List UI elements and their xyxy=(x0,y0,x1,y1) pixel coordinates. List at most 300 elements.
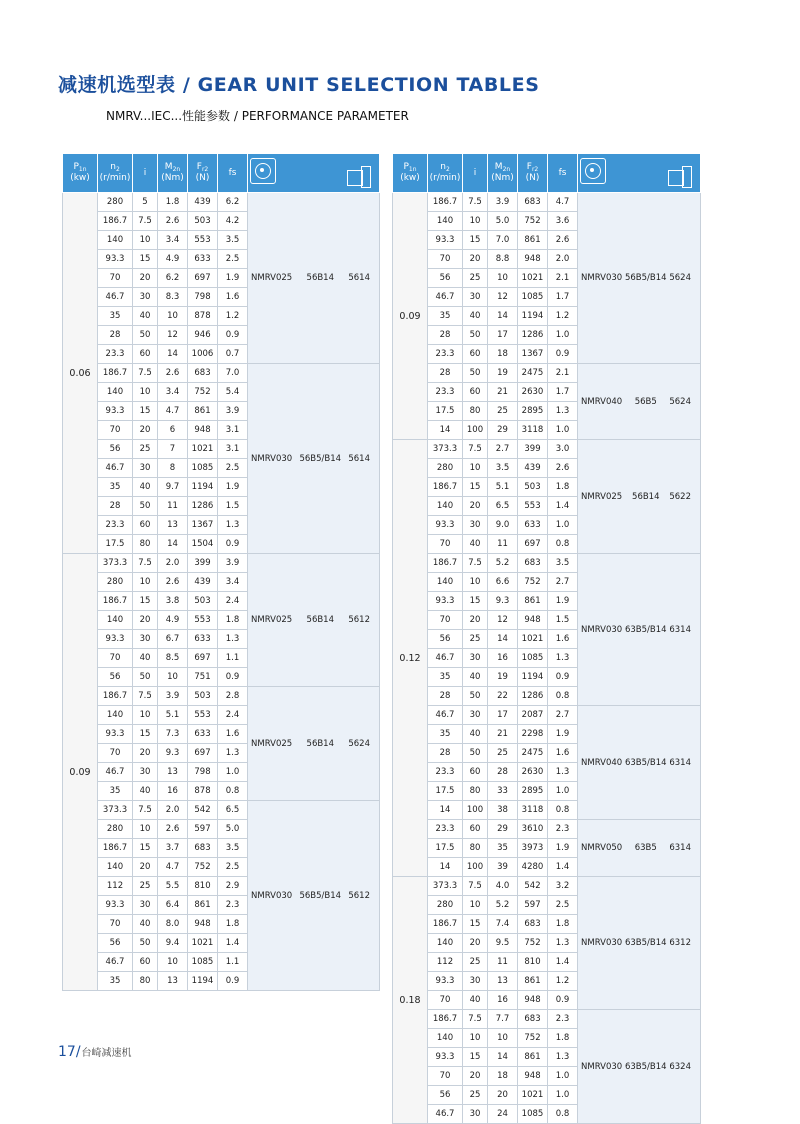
table-cell: 20 xyxy=(463,934,488,953)
table-cell: 553 xyxy=(188,231,218,250)
selection-table-right xyxy=(392,153,701,1124)
table-cell: 1085 xyxy=(188,459,218,478)
table-cell: 25 xyxy=(463,269,488,288)
table-cell: 1.8 xyxy=(548,1029,578,1048)
table-cell: 1021 xyxy=(518,630,548,649)
table-cell: 948 xyxy=(188,421,218,440)
table-cell: 19 xyxy=(488,364,518,383)
table-cell: 697 xyxy=(188,744,218,763)
table-cell: 10 xyxy=(463,212,488,231)
table-cell: 3.1 xyxy=(218,421,248,440)
table-cell: 7.5 xyxy=(133,212,158,231)
table-cell: 3.9 xyxy=(158,687,188,706)
table-cell: 6.5 xyxy=(218,801,248,820)
page-footer xyxy=(58,1044,132,1060)
table-cell: 80 xyxy=(463,839,488,858)
table-cell: 1.3 xyxy=(548,934,578,953)
table-cell: 100 xyxy=(463,421,488,440)
table-cell: 280 xyxy=(428,459,463,478)
table-cell: 633 xyxy=(518,516,548,535)
motor-code: 6312 xyxy=(669,938,691,948)
table-cell: 6 xyxy=(158,421,188,440)
table-cell: 3.9 xyxy=(218,554,248,573)
table-cell: 0.7 xyxy=(218,345,248,364)
table-cell: 1194 xyxy=(518,307,548,326)
table-cell: 1.3 xyxy=(548,649,578,668)
table-cell: 11 xyxy=(488,535,518,554)
table-cell: 20 xyxy=(133,611,158,630)
table-cell: 280 xyxy=(98,193,133,212)
table-cell: 13 xyxy=(158,763,188,782)
table-cell: 140 xyxy=(98,383,133,402)
header-torque: $M_{2n}$ (Nm) xyxy=(158,154,188,193)
table-cell: 80 xyxy=(133,972,158,991)
motor-code: 5614 xyxy=(348,273,370,283)
table-cell: 56 xyxy=(428,1086,463,1105)
dimension-icon xyxy=(343,164,373,188)
motor-code: 5624 xyxy=(669,273,691,283)
table-cell: 140 xyxy=(98,611,133,630)
table-cell: 23.3 xyxy=(428,763,463,782)
table-cell: 20 xyxy=(133,269,158,288)
table-cell: 1085 xyxy=(518,1105,548,1124)
table-cell: 8.3 xyxy=(158,288,188,307)
table-cell: 0.8 xyxy=(548,535,578,554)
table-cell: 683 xyxy=(188,839,218,858)
table-cell: 1194 xyxy=(188,478,218,497)
table-cell: 0.8 xyxy=(218,782,248,801)
table-cell: 683 xyxy=(518,1010,548,1029)
gearbox-icon xyxy=(250,158,276,184)
table-cell: 1.4 xyxy=(548,858,578,877)
table-cell: 140 xyxy=(98,858,133,877)
table-cell: 1.4 xyxy=(548,953,578,972)
table-cell: 10 xyxy=(463,459,488,478)
table-cell: 2.6 xyxy=(158,364,188,383)
table-cell: 20 xyxy=(463,250,488,269)
table-cell: 10 xyxy=(133,231,158,250)
table-cell: 14 xyxy=(158,345,188,364)
table-cell: 40 xyxy=(463,991,488,1010)
table-cell: 50 xyxy=(133,934,158,953)
table-cell: 373.3 xyxy=(98,554,133,573)
table-cell: 60 xyxy=(133,516,158,535)
header-service-factor: fs xyxy=(548,154,578,193)
header-power: $P_{1n}$ (kw) xyxy=(63,154,98,193)
table-cell: 35 xyxy=(488,839,518,858)
table-cell: 15 xyxy=(133,725,158,744)
table-cell: 503 xyxy=(188,592,218,611)
table-cell: 752 xyxy=(518,212,548,231)
table-cell: 2.0 xyxy=(548,250,578,269)
table-row xyxy=(393,1010,701,1029)
table-cell: 40 xyxy=(133,307,158,326)
table-cell: 2.0 xyxy=(158,554,188,573)
table-cell: 50 xyxy=(133,326,158,345)
table-cell: 2.1 xyxy=(548,364,578,383)
table-cell: 12 xyxy=(488,288,518,307)
model-cell xyxy=(248,193,380,364)
model-name: NMRV050 xyxy=(581,843,623,853)
table-cell: 186.7 xyxy=(98,592,133,611)
table-cell: 25 xyxy=(463,953,488,972)
table-cell: 30 xyxy=(463,516,488,535)
table-cell: 1194 xyxy=(518,668,548,687)
table-cell: 17.5 xyxy=(98,535,133,554)
table-cell: 7.5 xyxy=(133,801,158,820)
table-row xyxy=(63,687,380,706)
table-cell: 30 xyxy=(463,1105,488,1124)
table-cell: 93.3 xyxy=(428,516,463,535)
flange-type: 56B14 xyxy=(306,738,334,749)
table-cell: 752 xyxy=(518,1029,548,1048)
table-cell: 12 xyxy=(488,611,518,630)
table-cell: 15 xyxy=(133,250,158,269)
table-cell: 25 xyxy=(463,1086,488,1105)
table-row xyxy=(393,193,701,212)
table-cell: 5.2 xyxy=(488,896,518,915)
table-cell: 30 xyxy=(463,972,488,991)
table-cell: 50 xyxy=(463,326,488,345)
table-cell: 10 xyxy=(158,668,188,687)
power-cell: 0.06 xyxy=(63,193,98,554)
table-cell: 3118 xyxy=(518,421,548,440)
table-cell: 28 xyxy=(488,763,518,782)
table-header xyxy=(63,154,380,193)
table-cell: 3.4 xyxy=(218,573,248,592)
table-cell: 7 xyxy=(158,440,188,459)
table-cell: 140 xyxy=(428,212,463,231)
table-cell: 1085 xyxy=(518,288,548,307)
table-cell: 5.1 xyxy=(488,478,518,497)
table-cell: 12 xyxy=(158,326,188,345)
table-cell: 35 xyxy=(98,972,133,991)
table-cell: 40 xyxy=(133,478,158,497)
flange-type: 56B5/B14 xyxy=(624,273,667,283)
model-cell xyxy=(578,1010,701,1124)
table-cell: 22 xyxy=(488,687,518,706)
table-cell: 28 xyxy=(428,687,463,706)
table-cell: 56 xyxy=(428,630,463,649)
table-cell: 798 xyxy=(188,763,218,782)
table-cell: 597 xyxy=(518,896,548,915)
table-cell: 861 xyxy=(518,1048,548,1067)
table-cell: 60 xyxy=(463,820,488,839)
table-cell: 28 xyxy=(428,744,463,763)
table-cell: 4.7 xyxy=(158,402,188,421)
table-cell: 38 xyxy=(488,801,518,820)
table-cell: 15 xyxy=(133,402,158,421)
header-power: $P_{1n}$ (kw) xyxy=(393,154,428,193)
table-cell: 35 xyxy=(428,668,463,687)
table-cell: 10 xyxy=(133,820,158,839)
table-cell: 9.7 xyxy=(158,478,188,497)
table-row xyxy=(393,877,701,896)
motor-code: 5612 xyxy=(348,890,370,901)
table-cell: 2.3 xyxy=(548,1010,578,1029)
table-cell: 30 xyxy=(463,649,488,668)
table-cell: 2.7 xyxy=(548,573,578,592)
table-cell: 399 xyxy=(518,440,548,459)
motor-code: 5622 xyxy=(669,491,691,502)
table-cell: 70 xyxy=(428,535,463,554)
model-cell xyxy=(248,364,380,554)
table-cell: 4.9 xyxy=(158,250,188,269)
table-cell: 60 xyxy=(133,345,158,364)
table-cell: 70 xyxy=(428,991,463,1010)
model-name: NMRV025 xyxy=(251,273,293,283)
table-row xyxy=(393,706,701,725)
table-cell: 10 xyxy=(158,953,188,972)
table-cell: 2.4 xyxy=(218,706,248,725)
table-cell: 100 xyxy=(463,801,488,820)
power-cell: 0.09 xyxy=(393,193,428,440)
table-cell: 3.4 xyxy=(158,231,188,250)
table-cell: 35 xyxy=(428,307,463,326)
table-cell: 2087 xyxy=(518,706,548,725)
table-cell: 93.3 xyxy=(428,231,463,250)
table-cell: 56 xyxy=(98,668,133,687)
header-ratio: i xyxy=(133,154,158,193)
table-cell: 3.5 xyxy=(218,231,248,250)
table-cell: 93.3 xyxy=(98,896,133,915)
table-cell: 25 xyxy=(463,630,488,649)
model-name: NMRV025 xyxy=(251,738,293,749)
table-cell: 35 xyxy=(428,725,463,744)
table-cell: 0.8 xyxy=(548,687,578,706)
table-cell: 1085 xyxy=(518,649,548,668)
table-cell: 6.2 xyxy=(218,193,248,212)
table-cell: 1085 xyxy=(188,953,218,972)
table-cell: 5.1 xyxy=(158,706,188,725)
table-cell: 17.5 xyxy=(428,782,463,801)
table-cell: 7.5 xyxy=(463,440,488,459)
model-name: NMRV040 xyxy=(581,757,623,768)
table-cell: 186.7 xyxy=(428,1010,463,1029)
flange-type: 56B5 xyxy=(634,396,657,407)
model-name: NMRV030 xyxy=(581,273,623,283)
table-cell: 140 xyxy=(98,231,133,250)
table-cell: 40 xyxy=(463,725,488,744)
table-cell: 597 xyxy=(188,820,218,839)
table-cell: 140 xyxy=(98,706,133,725)
table-cell: 1006 xyxy=(188,345,218,364)
table-cell: 186.7 xyxy=(98,687,133,706)
table-cell: 633 xyxy=(188,630,218,649)
table-cell: 10 xyxy=(133,706,158,725)
table-cell: 1.1 xyxy=(218,953,248,972)
table-cell: 7.5 xyxy=(133,687,158,706)
table-cell: 2.8 xyxy=(218,687,248,706)
table-cell: 946 xyxy=(188,326,218,345)
table-cell: 1.5 xyxy=(548,611,578,630)
table-cell: 399 xyxy=(188,554,218,573)
table-cell: 2895 xyxy=(518,402,548,421)
table-cell: 10 xyxy=(488,269,518,288)
table-cell: 861 xyxy=(188,896,218,915)
table-cell: 20 xyxy=(133,421,158,440)
table-cell: 1.6 xyxy=(218,725,248,744)
table-cell: 2298 xyxy=(518,725,548,744)
table-cell: 553 xyxy=(518,497,548,516)
table-cell: 70 xyxy=(98,269,133,288)
page-subtitle: NMRV...IEC...性能参数 / PERFORMANCE PARAMETER xyxy=(106,109,409,123)
table-cell: 752 xyxy=(518,573,548,592)
table-cell: 2.6 xyxy=(158,212,188,231)
table-cell: 633 xyxy=(188,250,218,269)
table-cell: 80 xyxy=(463,402,488,421)
table-cell: 0.9 xyxy=(218,326,248,345)
table-cell: 0.9 xyxy=(218,668,248,687)
motor-code: 6314 xyxy=(669,757,691,768)
table-cell: 93.3 xyxy=(428,1048,463,1067)
table-cell: 24 xyxy=(488,1105,518,1124)
model-cell xyxy=(578,706,701,820)
table-cell: 16 xyxy=(158,782,188,801)
table-cell: 46.7 xyxy=(428,288,463,307)
table-cell: 5.4 xyxy=(218,383,248,402)
table-cell: 3.7 xyxy=(158,839,188,858)
table-cell: 6.6 xyxy=(488,573,518,592)
motor-code: 6324 xyxy=(669,1061,691,1072)
table-cell: 1.3 xyxy=(218,630,248,649)
table-cell: 798 xyxy=(188,288,218,307)
table-cell: 1.0 xyxy=(218,763,248,782)
table-cell: 1367 xyxy=(518,345,548,364)
model-name: NMRV040 xyxy=(581,396,623,407)
table-cell: 3.8 xyxy=(158,592,188,611)
table-cell: 1.9 xyxy=(548,725,578,744)
table-cell: 5.0 xyxy=(488,212,518,231)
header-speed: $n_2$ (r/min) xyxy=(98,154,133,193)
table-cell: 810 xyxy=(188,877,218,896)
table-cell: 3.5 xyxy=(488,459,518,478)
table-cell: 9.0 xyxy=(488,516,518,535)
header-radial-load: $F_{r2}$ (N) xyxy=(188,154,218,193)
table-cell: 80 xyxy=(133,535,158,554)
table-cell: 0.9 xyxy=(548,345,578,364)
table-cell: 3.2 xyxy=(548,877,578,896)
footer-brand: 台崎减速机 xyxy=(81,1048,132,1059)
page-title: 减速机选型表 / GEAR UNIT SELECTION TABLES xyxy=(58,74,540,96)
table-cell: 2.6 xyxy=(548,459,578,478)
table-cell: 28 xyxy=(98,497,133,516)
table-cell: 17.5 xyxy=(428,402,463,421)
table-cell: 373.3 xyxy=(428,877,463,896)
table-cell: 56 xyxy=(98,440,133,459)
table-cell: 18 xyxy=(488,1067,518,1086)
table-cell: 14 xyxy=(488,630,518,649)
table-cell: 30 xyxy=(133,896,158,915)
table-cell: 1.9 xyxy=(218,478,248,497)
table-cell: 752 xyxy=(188,383,218,402)
header-torque: $M_{2n}$ (Nm) xyxy=(488,154,518,193)
model-cell xyxy=(578,820,701,877)
page-number: 17/ xyxy=(58,1044,81,1060)
table-cell: 6.7 xyxy=(158,630,188,649)
table-cell: 33 xyxy=(488,782,518,801)
motor-code: 6314 xyxy=(669,843,691,853)
model-cell xyxy=(248,687,380,801)
table-cell: 1.2 xyxy=(548,307,578,326)
table-cell: 861 xyxy=(518,592,548,611)
table-cell: 28 xyxy=(428,326,463,345)
table-cell: 186.7 xyxy=(98,212,133,231)
flange-type: 56B14 xyxy=(306,273,334,283)
table-cell: 15 xyxy=(133,592,158,611)
table-cell: 948 xyxy=(518,611,548,630)
flange-type: 56B5/B14 xyxy=(299,890,342,901)
table-cell: 0.8 xyxy=(548,1105,578,1124)
table-cell: 683 xyxy=(518,554,548,573)
table-row xyxy=(63,801,380,820)
dimension-icon xyxy=(664,164,694,188)
table-cell: 40 xyxy=(133,915,158,934)
table-cell: 14 xyxy=(428,858,463,877)
table-cell: 40 xyxy=(133,649,158,668)
table-cell: 70 xyxy=(98,915,133,934)
table-cell: 2.5 xyxy=(218,858,248,877)
table-cell: 70 xyxy=(98,421,133,440)
table-cell: 8 xyxy=(158,459,188,478)
table-cell: 1.3 xyxy=(548,402,578,421)
table-cell: 7.3 xyxy=(158,725,188,744)
table-cell: 553 xyxy=(188,611,218,630)
table-cell: 1.0 xyxy=(548,516,578,535)
flange-type: 63B5/B14 xyxy=(624,1061,667,1072)
table-cell: 15 xyxy=(133,839,158,858)
table-cell: 1.8 xyxy=(218,611,248,630)
table-cell: 2.6 xyxy=(158,820,188,839)
table-cell: 7.5 xyxy=(463,877,488,896)
table-cell: 23.3 xyxy=(98,516,133,535)
table-cell: 3.0 xyxy=(548,440,578,459)
table-cell: 40 xyxy=(133,782,158,801)
model-name: NMRV025 xyxy=(581,491,623,502)
table-cell: 50 xyxy=(463,687,488,706)
table-cell: 0.9 xyxy=(548,991,578,1010)
table-cell: 1021 xyxy=(518,269,548,288)
table-cell: 5.0 xyxy=(218,820,248,839)
table-cell: 15 xyxy=(463,592,488,611)
table-cell: 2.0 xyxy=(158,801,188,820)
table-cell: 14 xyxy=(428,801,463,820)
table-cell: 1.8 xyxy=(158,193,188,212)
table-cell: 140 xyxy=(428,1029,463,1048)
table-cell: 30 xyxy=(463,288,488,307)
flange-type: 63B5/B14 xyxy=(624,938,667,948)
model-cell xyxy=(578,554,701,706)
table-cell: 14 xyxy=(158,535,188,554)
table-row xyxy=(393,554,701,573)
table-cell: 7.0 xyxy=(488,231,518,250)
table-header xyxy=(393,154,701,193)
table-cell: 21 xyxy=(488,725,518,744)
table-cell: 0.8 xyxy=(548,801,578,820)
table-cell: 1.9 xyxy=(548,839,578,858)
table-cell: 17 xyxy=(488,326,518,345)
table-cell: 542 xyxy=(188,801,218,820)
table-row xyxy=(63,193,380,212)
table-cell: 1.0 xyxy=(548,782,578,801)
model-cell xyxy=(578,193,701,364)
table-cell: 21 xyxy=(488,383,518,402)
table-cell: 1021 xyxy=(188,934,218,953)
table-cell: 697 xyxy=(518,535,548,554)
table-cell: 14 xyxy=(428,421,463,440)
table-cell: 280 xyxy=(98,820,133,839)
table-cell: 9.4 xyxy=(158,934,188,953)
